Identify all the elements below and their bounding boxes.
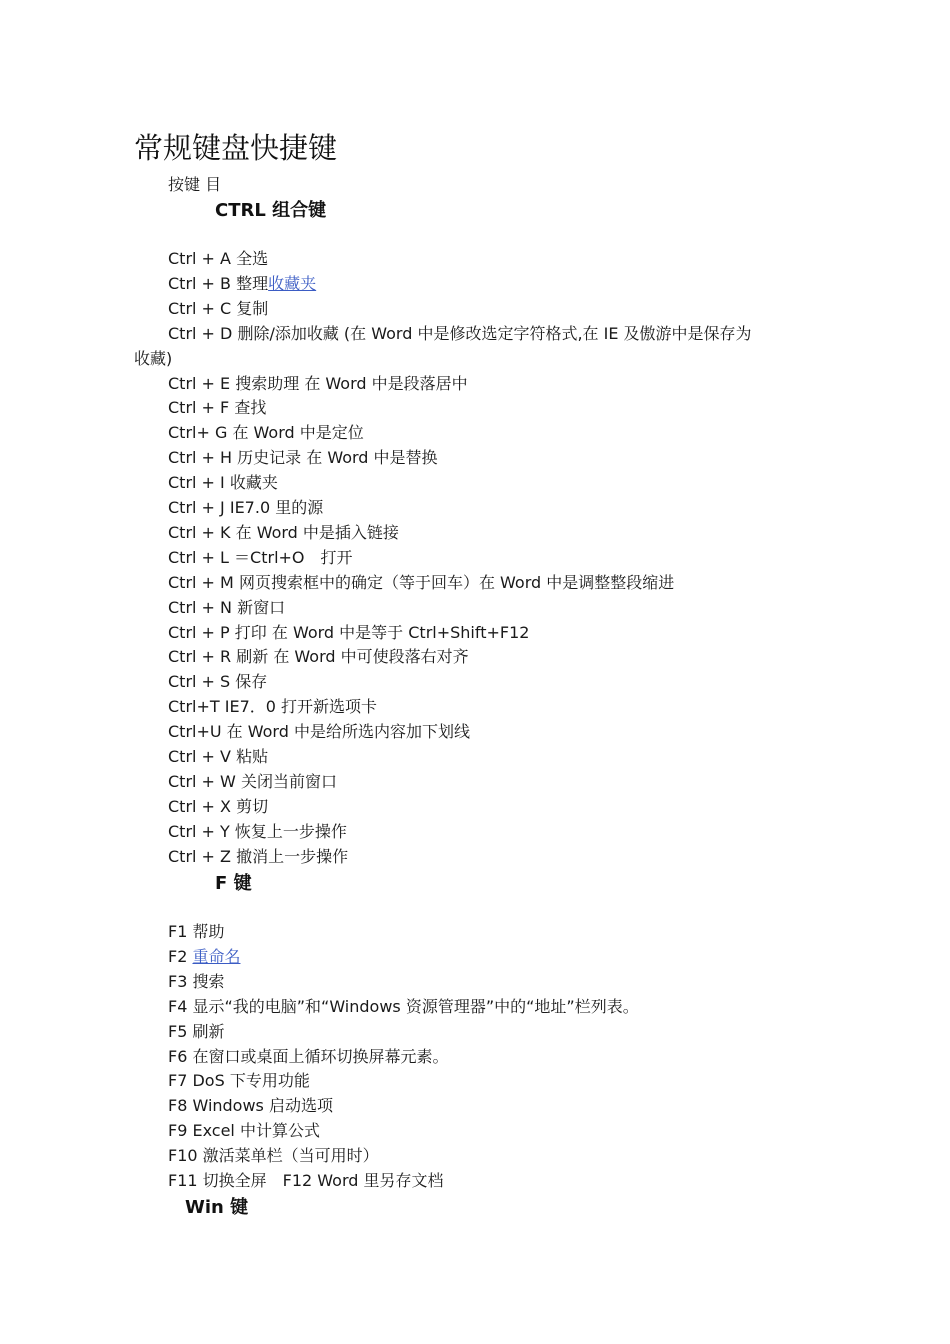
- line-text: F2: [168, 946, 193, 966]
- line-text: Ctrl + X 剪切: [168, 796, 269, 816]
- f-key-shortcut-line: [168, 1169, 444, 1193]
- ctrl-shortcut-line: [134, 347, 172, 371]
- line-text: Ctrl + M 网页搜索框中的确定（等于回车）在 Word 中是调整整段缩进: [168, 572, 675, 592]
- ctrl-shortcut-line: [168, 770, 337, 794]
- line-text: F7 DoS 下专用功能: [168, 1071, 310, 1091]
- line-text: F11 切换全屏 F12 Word 里另存文档: [168, 1171, 444, 1190]
- ctrl-shortcut-line: [168, 670, 267, 694]
- f-key-shortcut-line: [168, 970, 224, 994]
- ctrl-shortcut-line: [168, 745, 268, 769]
- f-key-shortcut-line: [168, 1119, 320, 1143]
- line-text: F5 刷新: [168, 1021, 225, 1041]
- ctrl-shortcut-line: [168, 845, 348, 869]
- ctrl-shortcut-line: [168, 297, 268, 321]
- page-title: 常规键盘快捷键: [134, 131, 338, 165]
- f-key-shortcut-line: [168, 1045, 448, 1069]
- ctrl-shortcut-line: [168, 795, 268, 819]
- ctrl-shortcut-line: [168, 645, 469, 669]
- line-text: F3 搜索: [168, 971, 225, 991]
- line-text: Ctrl+ G 在 Word 中是定位: [168, 423, 364, 443]
- line-text: Ctrl + W 关闭当前窗口: [168, 771, 337, 791]
- line-text: F1 帮助: [168, 922, 225, 941]
- f-key-shortcut-line: [168, 1020, 224, 1044]
- ctrl-shortcut-line: [168, 247, 268, 271]
- line-text: 收藏): [134, 348, 173, 368]
- line-text: Ctrl + K 在 Word 中是插入链接: [168, 522, 399, 542]
- line-text: Ctrl + F 查找: [168, 398, 267, 418]
- line-text: Ctrl + R 刷新 在 Word 中可使段落右对齐: [168, 647, 469, 667]
- line-text: Ctrl + D 删除/添加收藏 (在 Word 中是修改选定字符格式,在 IE 及傲游中是保存为: [168, 323, 752, 343]
- ctrl-shortcut-line: [168, 621, 529, 645]
- ctrl-shortcut-line: [168, 546, 353, 570]
- win-section-heading: Win 键: [185, 1197, 249, 1218]
- subtitle: 按键 目: [168, 175, 222, 194]
- ctrl-shortcut-line: [168, 421, 364, 445]
- ctrl-shortcut-line: [168, 720, 470, 744]
- ctrl-shortcut-line: [168, 471, 278, 495]
- line-text: Ctrl + N 新窗口: [168, 597, 286, 617]
- f-key-shortcut-line: [168, 1069, 310, 1093]
- ctrl-shortcut-line: [168, 272, 316, 296]
- ctrl-shortcut-line: [168, 322, 752, 346]
- f-key-shortcut-line: [168, 920, 224, 944]
- ctrl-shortcut-line: [168, 521, 399, 545]
- line-text: F8 Windows 启动选项: [168, 1096, 333, 1116]
- f-key-shortcut-line: [168, 1144, 379, 1168]
- line-text: Ctrl + S 保存: [168, 672, 268, 692]
- line-text: Ctrl + J IE7.0 里的源: [168, 498, 324, 517]
- f-key-shortcut-line: [168, 995, 639, 1019]
- ctrl-shortcut-line: [168, 596, 285, 620]
- ctrl-shortcut-line: [168, 446, 438, 470]
- ctrl-section-heading: CTRL 组合键: [215, 200, 327, 221]
- line-text: Ctrl + I 收藏夹: [168, 473, 278, 493]
- ctrl-shortcut-line: [168, 695, 377, 719]
- line-text: Ctrl + L ＝Ctrl+O 打开: [168, 547, 353, 567]
- line-text: Ctrl + Z 撤消上一步操作: [168, 846, 349, 866]
- f-key-shortcut-line: [168, 1094, 333, 1118]
- f-key-shortcut-line: [168, 945, 240, 969]
- ctrl-shortcut-line: [168, 396, 266, 420]
- line-text: Ctrl + C 复制: [168, 298, 269, 318]
- line-text: F10 激活菜单栏（当可用时）: [168, 1146, 379, 1166]
- line-text: Ctrl + Y 恢复上一步操作: [168, 821, 347, 841]
- ctrl-shortcut-line: [168, 571, 674, 595]
- line-text: F4 显示“我的电脑”和“Windows 资源管理器”中的“地址”栏列表。: [168, 996, 639, 1016]
- line-text: Ctrl + B 整理: [168, 273, 269, 293]
- ctrl-shortcut-line: [168, 496, 323, 520]
- hyperlink[interactable]: 重命名: [192, 946, 241, 966]
- line-text: Ctrl + E 搜索助理 在 Word 中是段落居中: [168, 373, 468, 393]
- line-text: Ctrl + P 打印 在 Word 中是等于 Ctrl+Shift+F12: [168, 622, 530, 642]
- line-text: Ctrl + V 粘贴: [168, 747, 269, 766]
- line-text: Ctrl + H 历史记录 在 Word 中是替换: [168, 448, 438, 468]
- ctrl-shortcut-line: [168, 372, 468, 396]
- ctrl-shortcut-line: [168, 820, 347, 844]
- hyperlink[interactable]: 收藏夹: [268, 273, 317, 293]
- line-text: F9 Excel 中计算公式: [168, 1121, 320, 1141]
- f-section-heading: F 键: [215, 873, 252, 894]
- line-text: F6 在窗口或桌面上循环切换屏幕元素。: [168, 1046, 449, 1066]
- line-text: Ctrl+U 在 Word 中是给所选内容加下划线: [168, 722, 470, 742]
- line-text: Ctrl+T IE7．0 打开新选项卡: [168, 697, 378, 717]
- line-text: Ctrl + A 全选: [168, 249, 269, 268]
